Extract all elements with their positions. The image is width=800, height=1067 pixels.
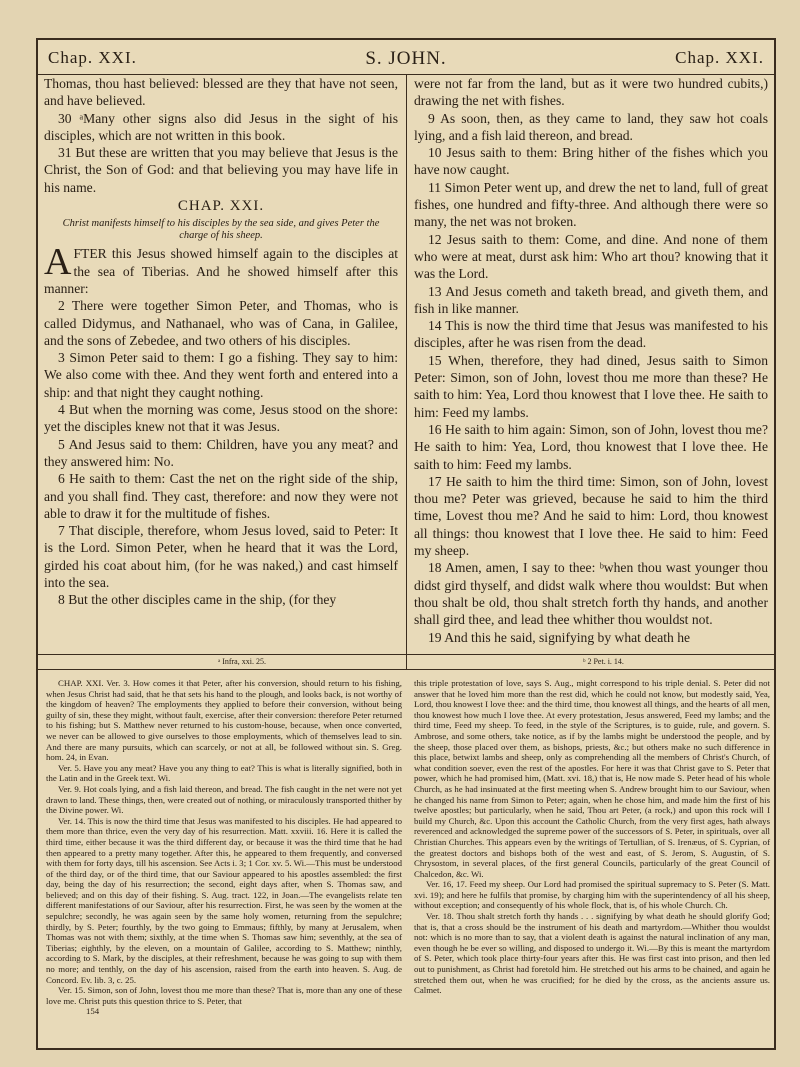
verse-text: 8 But the other disciples came in the ship, (for they [58,592,337,608]
reference-divider [406,655,407,669]
verse-text [44,241,398,297]
commentary-note: CHAP. XXI. Ver. 3. How comes it that Peter, after his conversion, should return to his fishing, when Jesus Christ had said, that he that sets his hand to the plough, and looks back, is not worthy of the kingdom of heaven? The employments they applied to before their conversion, without being guilty of sin, these they might, without fault, exercise, after their conversion: therefore Peter returned to his fishing; but S. Matthew never returned to his custom-house, because, when once converted, we never can be allowed to give ourselves to those employments, which of themselves lead to sin. And there are many pursuits, which can scarcely, or not at all, be followed without sin. S. Greg. hom. 24, in Evan. [46,678,402,763]
verse-text: 13 And Jesus cometh and taketh bread, and giveth them, and fish in like manner. [414,283,768,316]
verse-text: 5 And Jesus said to them: Children, have you any meat? and they answered him: No. [44,436,398,469]
verse-text: 17 He saith to him the third time: Simon, son of John, lovest thou me? Peter was grieved, because he said to him the third time, Lovest thou me? And he said to him: Lord, thou knowest all things: thou knowest that I love thee. He said to him: Feed my sheep. [414,473,768,559]
verse-text: 31 But these are written that you may believe that Jesus is the Christ, the Son of God: and that believing you may have life in his name. [44,145,398,195]
verse-text: were not far from the land, but as it were two hundred cubits,) drawing the net with fishes. [414,76,768,109]
drop-cap: A [44,241,72,284]
chapter-summary: Christ manifests himself to his disciples by the sea side, and gives Peter the charge of his sheep. [62,218,380,242]
commentary-note: Ver. 5. Have you any meat? Have you any thing to eat? This is what is literally signified, both in the Latin and in the Greek text. Wi. [46,762,402,784]
cross-reference-left: ᵃ Infra, xxi. 25. [218,657,266,666]
cross-reference-right: ᵇ 2 Pet. i. 14. [583,657,624,666]
right-column [414,75,768,646]
verse-text: 9 As soon, then, as they came to land, they saw hot coals lying, and a fish laid thereon, and bread. [414,110,768,143]
verse-text: Thomas, thou hast believed: blessed are they that have not seen, and have believed. [44,76,398,109]
page-number: 154 [86,1006,100,1017]
commentary-note: this triple protestation of love, says S. Aug., might correspond to his triple denial. S. Peter did not answer that he loved him more than the rest did, which he could not know, but modestly said, Yea, Lord, thou knowest I love thee: and the third time, thou knowest all things, and the hearts of all men, thou knowest how much I love thee. At every protestation, Jesus answered, Feed my lambs; and the third time, Feed my sheep. To feed, in the style of the Scriptures, is to guide, rule, and govern. S. Ambrose, and some others, take notice, as if by the lambs might be understood the people, and by the sheep, those placed over them, as bishops, priests, &c.; but others make no such difference in this place, betwixt lambs and sheep, only as comprehending all the members of Christ's Church, of what condition soever, even the rest of the apostles. For here it was that Christ gave to S. Peter that power, which he had promised him, (Matt. xvi. 18,) that is, He now made S. Peter head of his whole Church, as he had insinuated at the first meeting when S. Andrew brought him to our Saviour, when he changed his name from Simon to Peter; again, when he chose him, and made him the first of his twelve apostles; but particularly, when he said, Thou art Peter, (a rock,) and upon this rock will I build my Church, &c. Upon this account the Catholic Church, from the very first ages, hath always reverenced and acknowledged the supreme power of the successors of S. Peter, in spirituals, over all Christian Churches. This appears even by the writings of Tertullian, of S. Irenæus, of S. Cyprian, of the greatest doctors and bishops both of the west and east, of S. Jerom, S. Augustin, of S. Chrysostom, in several places, of the first general Councils, particularly of the great Council of Chalcedon, &c. Wi. [414,678,770,879]
verse-text: 18 Amen, amen, I say to thee: ᵇwhen thou wast younger thou didst gird thyself, and didst walk where thou wouldst: But when thou shalt be old, thou shalt stretch forth thy hands, and another shall gird thee, and lead thee whither thou wouldst not. [414,560,768,628]
header-left: Chap. XXI. [48,48,137,67]
verse-1: FTER this Jesus showed himself again to the disciples at the sea of Tiberias. And he showed himself after this manner: [44,246,398,296]
page [36,38,776,1050]
verse-text: 2 There were together Simon Peter, and Thomas, who is called Didymus, and Nathanael, who was of Cana, in Galilee, and the sons of Zebedee, and two others of his disciples. [44,298,398,348]
verse-text: 30 ᵃMany other signs also did Jesus in the sight of his disciples, which are not written in this book. [44,110,398,143]
commentary-note: Ver. 16, 17. Feed my sheep. Our Lord had promised the spiritual supremacy to S. Peter (S. Matt. xvi. 19); and here he fulfils that promise, by charging him with the superintendency of all his sheep, without exception; and consequently of his whole flock, that is, of his whole Church. Ch. [414,879,770,911]
verse-text: 3 Simon Peter said to them: I go a fishing. They say to him: We also come with thee. And they went forth and entered into a ship: and that night they caught nothing. [44,350,398,400]
chapter-title: CHAP. XXI. [177,198,265,215]
column-divider [406,74,407,668]
cross-references [38,654,774,670]
verse-text: 19 And this he said, signifying by what death he [428,629,691,645]
verse-text: 15 When, therefore, they had dined, Jesus saith to Simon Peter: Simon, son of John, lovest thou me more than these? He saith to him: Yea, Lord thou knowest that I love thee. He saith to him: Feed my lambs. [414,352,768,420]
left-column [44,75,398,609]
verse-text: 12 Jesus saith to them: Come, and dine. And none of them who were at meat, durst ask him: Who art thou? knowing that it was the Lord. [414,231,768,282]
header-right: Chap. XXI. [675,48,764,67]
verse-text: 4 But when the morning was come, Jesus stood on the shore: yet the disciples knew not that it was Jesus. [44,402,398,435]
verse-text: 16 He saith to him again: Simon, son of John, lovest thou me? He saith to him: Yea, Lord, thou knowest that I love thee. He saith to him: Feed my lambs. [414,421,768,472]
page-number-wrap [46,1006,402,1017]
commentary-note: Ver. 9. Hot coals lying, and a fish laid thereon, and bread. The fish caught in the net were not yet drawn to land. These things, then, were created out of nothing, or miraculously transported thither by the Divine power. Wi. [46,783,402,816]
commentary-right [414,678,770,996]
commentary-note: Ver. 14. This is now the third time that Jesus was manifested to his disciples. He had appeared to them more than thrice, even the very day of his resurrection. Matt. xxviii. 16. Here it is called the third time, either because it was the third different day, or because it was the third time that he had then appeared to a pretty many together. After this, he appeared to them frequently, and conversed with them for forty days, till his ascension. See Acts i. 3; 1 Cor. xv. 5. Wi.—This must be understood of the third day, or of the third time, that our Saviour appeared to his apostles assembled: the first day, being the day of his resurrection; the second, eight days after, when S. Thomas saw, and believed; and on this day of their fishing. S. Aug. tract. 122, in Joan.—The evangelists relate ten different manifestations of our Saviour, after his resurrection. First, he was seen by the women at the sepulchre; secondly, he was again seen by the same holy women, returning from the sepulchre; thirdly, by S. Peter; fourthly, by the two going to Emmaus; fifthly, by many at Jerusalem, when Thomas was not with them; sixthly, at the time when S. Thomas saw him; seventhly, at the sea of Tiberias; eighthly, by the eleven, on a mountain of Galilee, according to S. Matthew; ninthly, according to S. Mark, by the disciples, at their refreshment, because he was going to sup with them no more; and tenthly, on the day of his ascension, raised from the earth into heaven. S. Aug. de Concord. Ev. lib. 3, c. 25. [46,815,402,985]
verse-text: 6 He saith to them: Cast the net on the right side of the ship, and you shall find. They cast, therefore: and now they were not able to draw it for the multitude of fishes. [44,471,398,521]
commentary-note: Ver. 15. Simon, son of John, lovest thou me more than these? That is, more than any one of these love me. Christ puts this question thrice to S. Peter, that [46,985,402,1006]
commentary-left [46,678,402,1017]
verse-text: 7 That disciple, therefore, whom Jesus loved, said to Peter: It is the Lord. Simon Peter, when he heard that it was the Lord, girded his coat about him, (for he was naked,) and cast himself into the sea. [44,523,398,591]
verse-text: 14 This is now the third time that Jesus was manifested to his disciples, after he was risen from the dead. [414,318,768,351]
header-title: S. JOHN. [365,48,447,69]
running-header [38,40,774,75]
verse-text: 11 Simon Peter went up, and drew the net to land, full of great fishes, one hundred and fifty-three. And although there were so many, the net was not broken. [414,179,768,230]
verse-text: 10 Jesus saith to them: Bring hither of the fishes which you have now caught. [414,145,768,178]
commentary-note: Ver. 18. Thou shalt stretch forth thy hands . . . signifying by what death he should glorify God; that is, that a cross should be the instrument of his death and martyrdom.—Whither thou wouldst not: which is no more than to say, that a violent death is against the natural inclination of any man, even though he be ever so willing, and disposed to undergo it. Wi.—By this is meant the martyrdom of S. Peter, which took place thirty-four years after this. He was first cast into prison, and then led out to punishment, as Christ had foretold him. He stretched out his arms to be chained, and again he stretched them out, when he was crucified; for he died by the cross, as the ancients assure us. Calmet. [414,911,770,996]
